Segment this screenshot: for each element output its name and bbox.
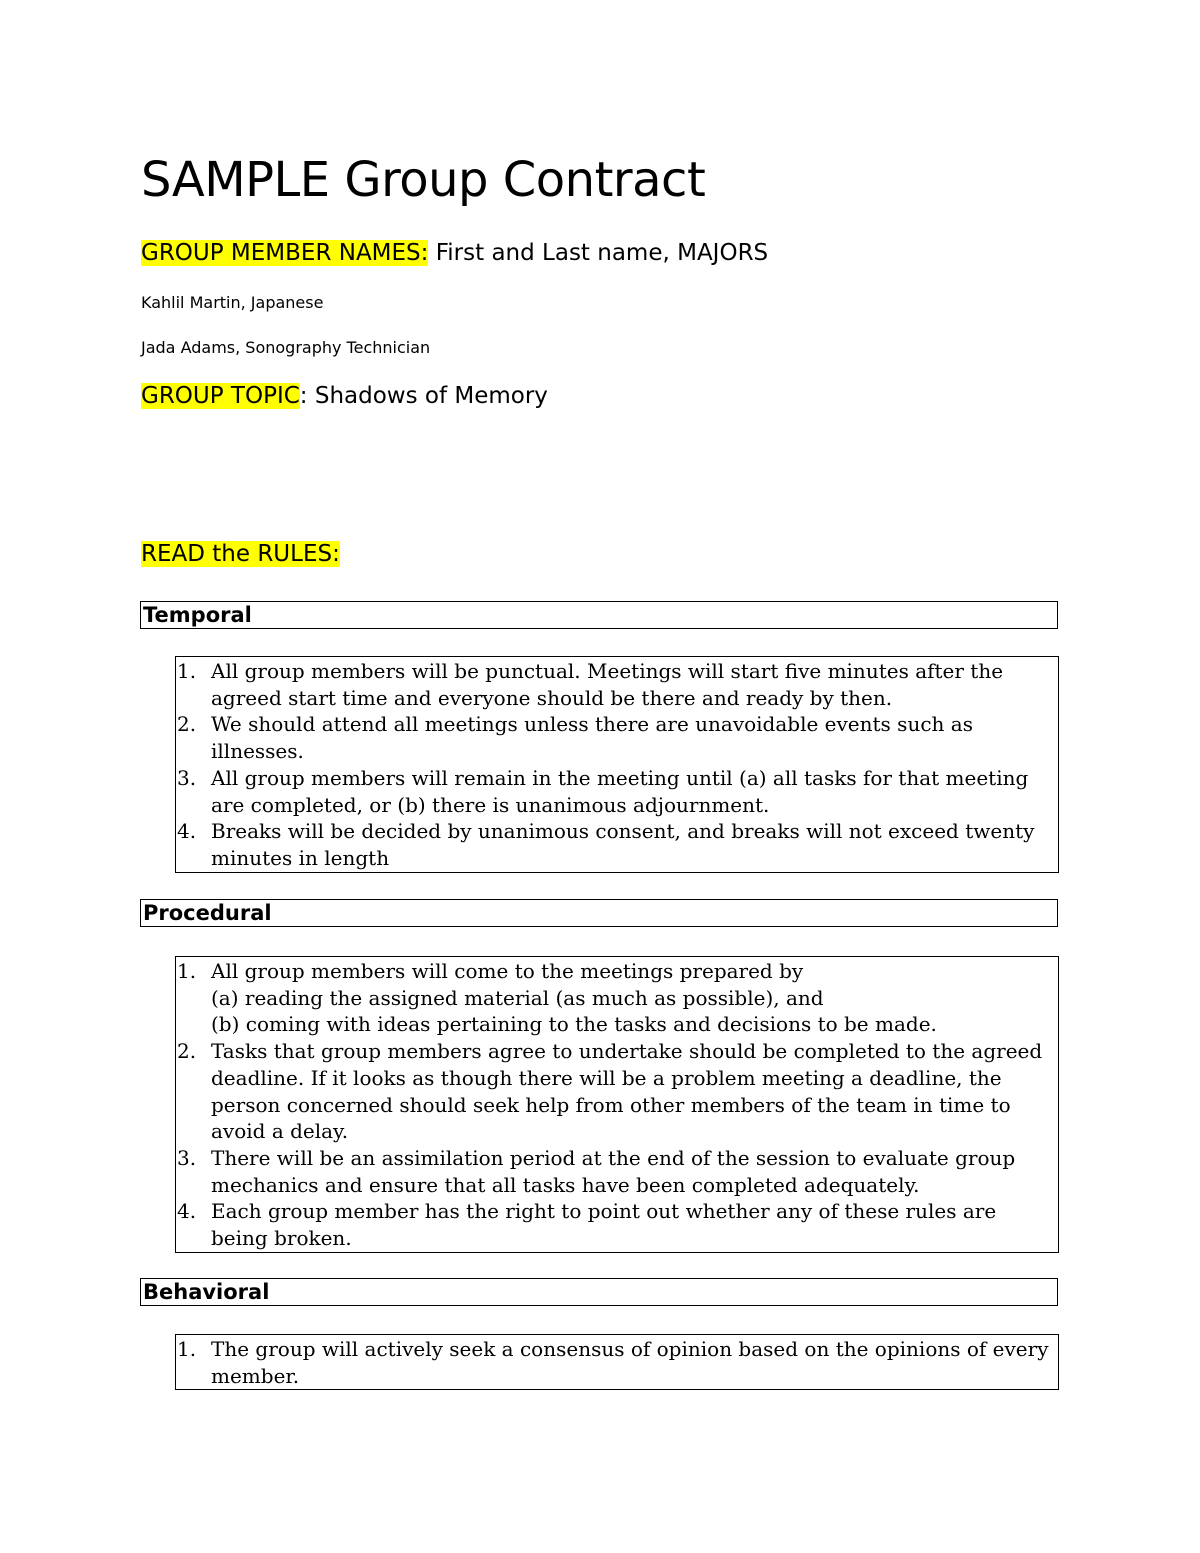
section-temporal-rules — [175, 656, 1059, 873]
rule-subitem-a: (a) reading the assigned material (as much as possible), and — [211, 985, 824, 1010]
section-behavioral-rules — [175, 1334, 1059, 1390]
rules-heading — [141, 539, 340, 569]
rule-text: All group members will remain in the meeting until (a) all tasks for that meeting are completed, or (b) there is unanimous adjournment. — [211, 765, 1029, 817]
rule-number: 2. — [177, 1039, 197, 1064]
section-title: Temporal — [143, 603, 252, 627]
rule-item — [176, 818, 1050, 871]
group-member-names-label: GROUP MEMBER NAMES: — [141, 240, 429, 266]
rule-number: 1. — [177, 659, 197, 683]
rule-text: There will be an assimilation period at the end of the session to evaluate group mechanics and ensure that all tasks have been completed adequately. — [211, 1145, 1016, 1197]
rule-number: 3. — [177, 765, 197, 790]
rule-subitem-b: (b) coming with ideas pertaining to the tasks and decisions to be made. — [211, 1012, 937, 1037]
member-1: Kahlil Martin, Japanese — [141, 293, 324, 312]
member-2: Jada Adams, Sonography Technician — [141, 338, 431, 357]
section-temporal-header — [140, 601, 1058, 629]
section-title: Behavioral — [143, 1280, 270, 1304]
rule-text: All group members will come to the meetings prepared by — [211, 959, 804, 983]
rule-item — [176, 1038, 1050, 1145]
rule-number: 1. — [177, 1337, 197, 1361]
rule-text: Each group member has the right to point out whether any of these rules are being broken. — [211, 1199, 997, 1251]
rule-number: 4. — [177, 819, 197, 844]
section-title: Procedural — [143, 901, 272, 925]
group-topic-heading — [141, 381, 548, 411]
rule-number: 4. — [177, 1199, 197, 1224]
section-behavioral-header — [140, 1278, 1058, 1306]
rule-text: All group members will be punctual. Meetings will start five minutes after the agreed start time and everyone should be there and ready by then. — [211, 659, 1004, 710]
group-member-names-heading — [141, 238, 768, 268]
rule-text: The group will actively seek a consensus of opinion based on the opinions of every member. — [211, 1337, 1049, 1388]
rule-item — [176, 1198, 1050, 1251]
section-procedural-rules — [175, 956, 1059, 1253]
rule-number: 1. — [177, 959, 197, 983]
rule-item — [176, 958, 1050, 1038]
rule-item — [176, 765, 1050, 818]
rule-item — [176, 658, 1050, 711]
rule-item — [176, 1145, 1050, 1198]
rule-text: Tasks that group members agree to undertake should be completed to the agreed deadline. If it looks as though there will be a problem meeting a deadline, the person concerned should seek help from other members of the team in time to avoid a delay. — [211, 1039, 1043, 1144]
rule-number: 2. — [177, 712, 197, 737]
rule-text: We should attend all meetings unless there are unavoidable events such as illnesses. — [211, 712, 973, 764]
rule-item — [176, 711, 1050, 764]
section-procedural-header — [140, 899, 1058, 927]
rule-number: 3. — [177, 1145, 197, 1170]
rule-item — [176, 1336, 1050, 1389]
rules-heading-label: READ the RULES: — [141, 541, 340, 567]
rule-text: Breaks will be decided by unanimous consent, and breaks will not exceed twenty minutes in length — [211, 819, 1035, 870]
group-member-names-hint: First and Last name, MAJORS — [428, 240, 769, 266]
document-title: SAMPLE Group Contract — [141, 152, 706, 208]
group-topic-label: GROUP TOPIC — [141, 383, 300, 409]
group-topic-value: : Shadows of Memory — [299, 383, 548, 409]
